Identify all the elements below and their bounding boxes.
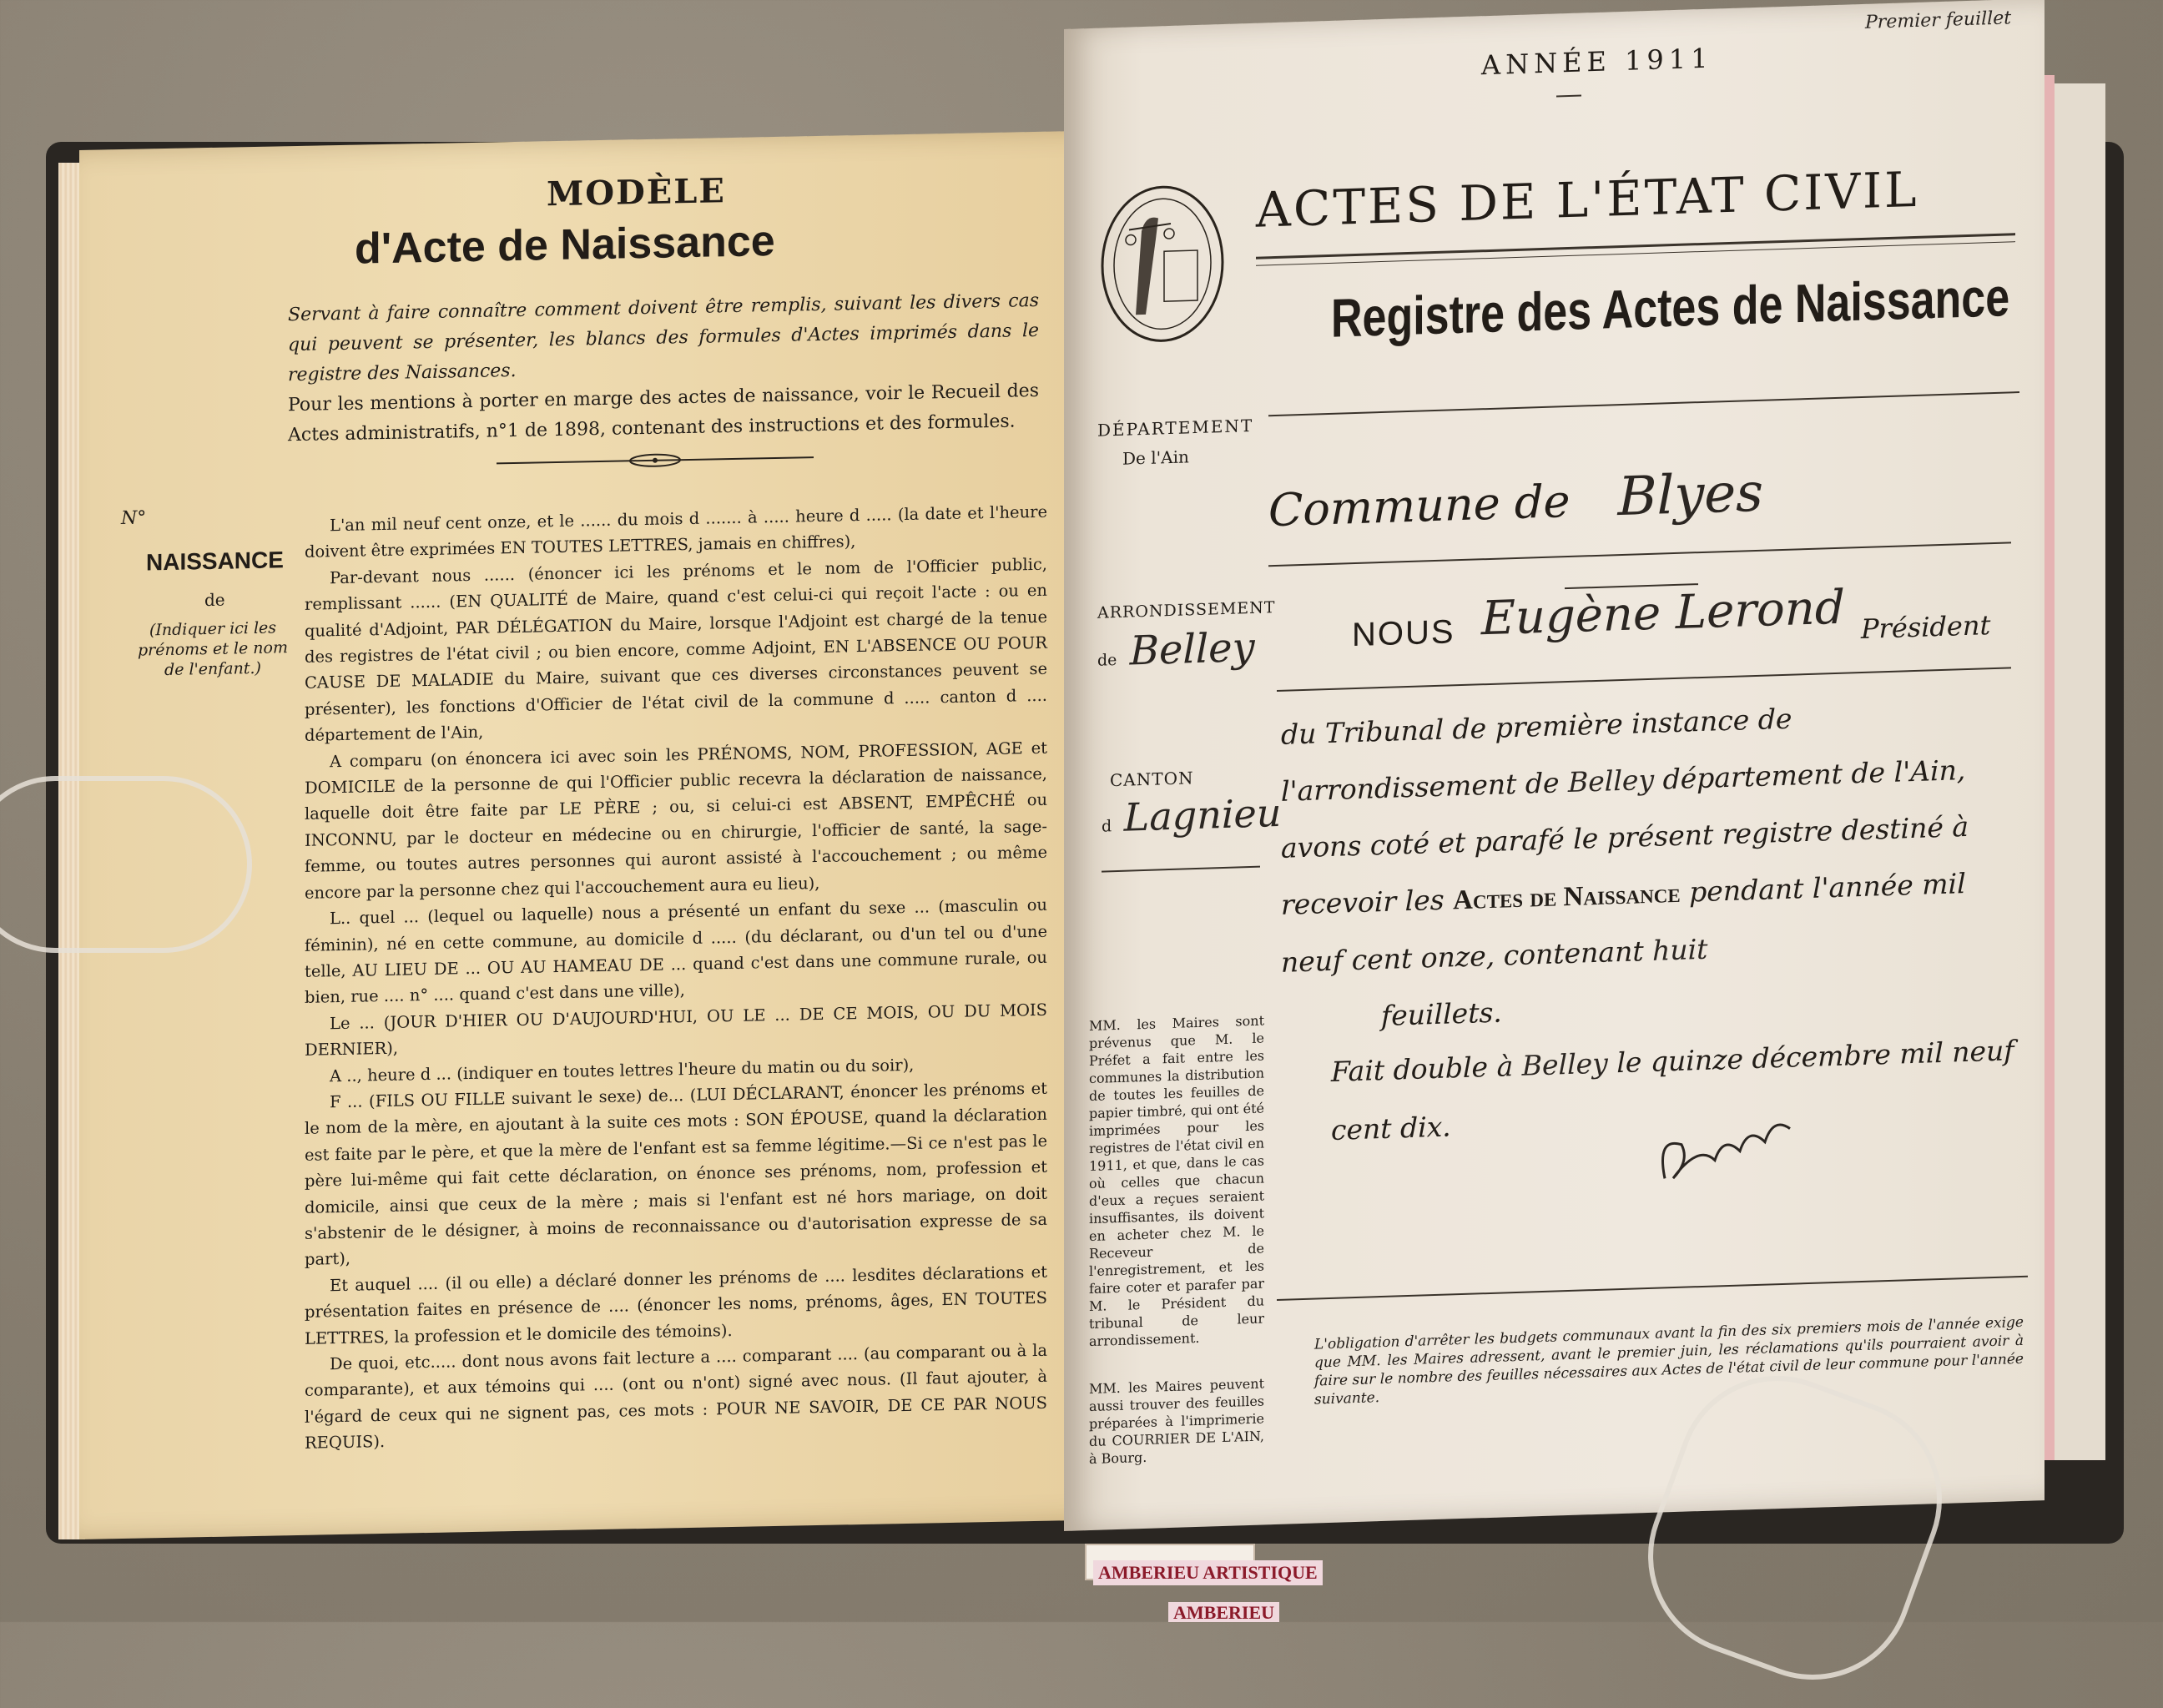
- president-title: Président: [1861, 609, 1991, 645]
- model-title: MODÈLE: [547, 171, 726, 214]
- canton-rule: [1102, 866, 1260, 873]
- mayors-note: MM. les Maires sont prévenus que M. le Préfet a fait entre les communes la distribution de toutes les feuilles de papier timbré, qui ont été imprimées pour les registres de l'état civil en 1911, et que, dans le cas où celles que chacun d'eux a reçues seraient insuffisantes, ils doivent en acheter chez M. le Receveur de l'enregistrement, et les faire coter et parafer par M. le Président du tribunal de leur arrondissement.: [1089, 1012, 1264, 1350]
- margin-handwritten-note: Premier feuillet: [1865, 8, 2012, 33]
- intro-mentions: Pour les mentions à porter en marge des actes de naissance, voir le Recueil des Actes administratifs, n°1 de 1898, contenant des instructions et des formules.: [288, 380, 1039, 446]
- body-paragraph: L'an mil neuf cent onze, et le ...... du mois d ....... à ..... heure d ..... (la date et l'heure doivent être exprimées EN TOUTES LETTRES, jamais en chiffres),: [305, 501, 1047, 562]
- bottom-rule: [1277, 1276, 2028, 1301]
- register-main-title: ACTES DE L'ÉTAT CIVIL: [1256, 160, 1919, 239]
- para-text: pendant l'année mil neuf cent onze, contenant: [1281, 867, 1966, 979]
- margin-de: de: [204, 589, 225, 611]
- nous-label: NOUS: [1352, 613, 1455, 654]
- model-intro: [288, 286, 1039, 451]
- body-paragraph: A .., heure d ... (indiquer en toutes lettres l'heure du matin ou du soir),: [330, 1055, 915, 1086]
- department-label: DÉPARTEMENT: [1097, 415, 1254, 441]
- para-actes: Actes de Naissance: [1453, 878, 1681, 916]
- para-belley: Belley: [1568, 763, 1655, 799]
- fait-place: Belley: [1521, 1046, 1608, 1082]
- body-paragraph: Le ... (JOUR D'HIER OU D'AUJOURD'HUI, OU LE ... DE CE MOIS, OU DU MOIS DERNIER),: [305, 1000, 1047, 1060]
- canton-label: CANTON: [1110, 768, 1194, 791]
- intro-text: Servant à faire connaître comment doivent être remplis, suivant les divers cas qui peuvent se présenter, les blancs des formules d'Actes imprimés dans le registre des Naissances.: [288, 290, 1039, 386]
- para-count: huit: [1652, 932, 1708, 967]
- canton-line: [1102, 790, 1281, 841]
- body-paragraph: L.. quel ... (lequel ou laquelle) nous a présenté un enfant du sexe ... (masculin ou féminin), né en cette commune, au domicile d ..... (du déclarant, ou d'un tel ou d'une telle, AU LIEU DE ... OU AU HAMEAU DE ... quand c'est dans une commune rurale, ou bien, rue .... n° .... quand c'est dans une ville),: [305, 894, 1047, 1008]
- president-signature: [1648, 1082, 1815, 1212]
- right-page: [1064, 0, 2045, 1531]
- register-subtitle: Registre des Actes de Naissance: [1331, 267, 2010, 350]
- department-value: De l'Ain: [1122, 446, 1189, 469]
- para-text: feuillets.: [1381, 995, 1502, 1033]
- title-rule: [1256, 233, 2015, 259]
- arrondissement-value: Belley: [1129, 623, 1255, 675]
- para-text: département de l'Ain, avons coté et parafé le présent registre destiné à recevoir les: [1281, 753, 1969, 921]
- fait-text: le quinze décembre mil neuf cent dix.: [1331, 1034, 2014, 1146]
- commune-rule: [1268, 542, 2011, 566]
- body-paragraph: Et auquel .... (il ou elle) a déclaré donner les prénoms de .... lesdites déclarations et présentation faites en présence de .... (énoncer les noms, prénoms, âges, EN TOUTES LETTRES, la profession et le domicile des témoins).: [305, 1262, 1047, 1348]
- commune-line: [1268, 462, 1763, 540]
- body-paragraph: A comparu (on énoncera ici avec soin les PRÉNOMS, NOM, PROFESSION, AGE et DOMICILE de la personne de qui l'Officier public recevra la déclaration de naissance, laquelle doit être faite par LE PÈRE ; ou, si celui-ci est ABSENT, EMPÊCHÉ ou INCONNU, par le docteur en médecine ou en chirurgie, l'officier de santé, la sage-femme, ou toutes autres personnes qui auront assisté à l'accouchement ; ou même encore par la personne chez qui l'accouchement aura eu lieu),: [305, 738, 1047, 903]
- rubber-band-left: [0, 776, 252, 953]
- ornament-divider: [497, 449, 814, 471]
- register-paragraph: [1281, 683, 2024, 1048]
- arrondissement-label: ARRONDISSEMENT: [1097, 598, 1276, 622]
- year-rule: [1556, 95, 1581, 98]
- canton-value: Lagnieu: [1123, 789, 1282, 840]
- subtitle-rule: [1268, 391, 2019, 416]
- margin-naissance: NAISSANCE: [146, 547, 284, 576]
- arrondissement-line: [1097, 624, 1255, 676]
- fait-text: Fait double à: [1331, 1050, 1514, 1088]
- canton-prefix: d: [1102, 817, 1112, 836]
- pink-page-edge: [2045, 75, 2055, 1460]
- commune-label: Commune de: [1268, 474, 1571, 537]
- mayors-note-printing: MM. les Maires peuvent aussi trouver des feuilles préparées à l'imprimerie du COURRIER DE L'AIN, à Bourg.: [1089, 1375, 1264, 1468]
- para-text: du Tribunal de première instance de l'arrondissement de: [1281, 702, 1792, 808]
- tax-stamp-seal: [1096, 179, 1229, 350]
- body-paragraph: De quoi, etc..... dont nous avons fait lecture a .... comparant .... (au comparant ou à la comparante), et aux témoins qui .... (ont ou n'ont) signé avec nous. (Il faut ajouter, à l'égard de ceux qui ne signent pas, ces mots : POUR NE SAVOIR, DE CE PAR NOUS REQUIS).: [305, 1340, 1047, 1454]
- budget-obligation-note: L'obligation d'arrêter les budgets communaux avant la fin des six premiers mois de l'année exige que MM. les Maires adressent, avant le premier juin, les réclamations qu'ils pourraient avoir à faire sur le nombre des feuilles nécessaires aux Actes de l'état civil de leur commune pour l'année suivante.: [1314, 1313, 2024, 1408]
- register-year: ANNÉE 1911: [1481, 42, 1713, 82]
- commune-value: Blyes: [1617, 461, 1763, 529]
- model-body: [305, 499, 1047, 1457]
- model-subtitle: d'Acte de Naissance: [355, 216, 775, 274]
- margin-number: N°: [121, 507, 147, 530]
- archive-label-text-second: AMBERIEU: [1168, 1602, 1279, 1622]
- body-paragraph: Par-devant nous ...... (énoncer ici les prénoms et le nom de l'Officier public, remplissant ...... (EN QUALITÉ de Maire, quand c'est celui-ci qui reçoit l'acte : ou en qualité d'Adjoint, PAR DÉLÉGATION du Maire, lorsque l'Adjoint est chargé de la tenue des registres de l'état civil ; ou bien encore, comme Adjoint, EN L'ABSENCE OU POUR CAUSE DE MALADIE du Maire, suivant que ces diverses circonstances peuvent se présenter), les fonctions d'Officier de l'état civil de la commune d ..... canton d .... département de l'Ain,: [305, 554, 1047, 746]
- arrondissement-prefix: de: [1097, 651, 1117, 670]
- archive-label-text: AMBERIEU ARTISTIQUE: [1093, 1560, 1323, 1585]
- president-name: Eugène Lerond: [1481, 580, 1845, 647]
- body-paragraph: F ... (FILS OU FILLE suivant le sexe) de... (LUI DÉCLARANT, énoncer les prénoms et le nom de la mère, en ajoutant à la suite ces mots : SON ÉPOUSE, quand la déclaration est faite par le père, et que la mère de l'enfant est sa femme légitime.—Si ce n'est pas le père lui-même qui fait cette déclaration, on énonce ses prénoms, nom, profession et domicile, ainsi que ceux de la mère ; mais si l'enfant est né hors mariage, on doit s'abstenir de le désigner, à moins de reconnaissance ou d'autorisation expresse de sa part),: [305, 1078, 1047, 1270]
- margin-instruction: (Indiquer ici les prénoms et le nom de l'enfant.): [138, 618, 288, 680]
